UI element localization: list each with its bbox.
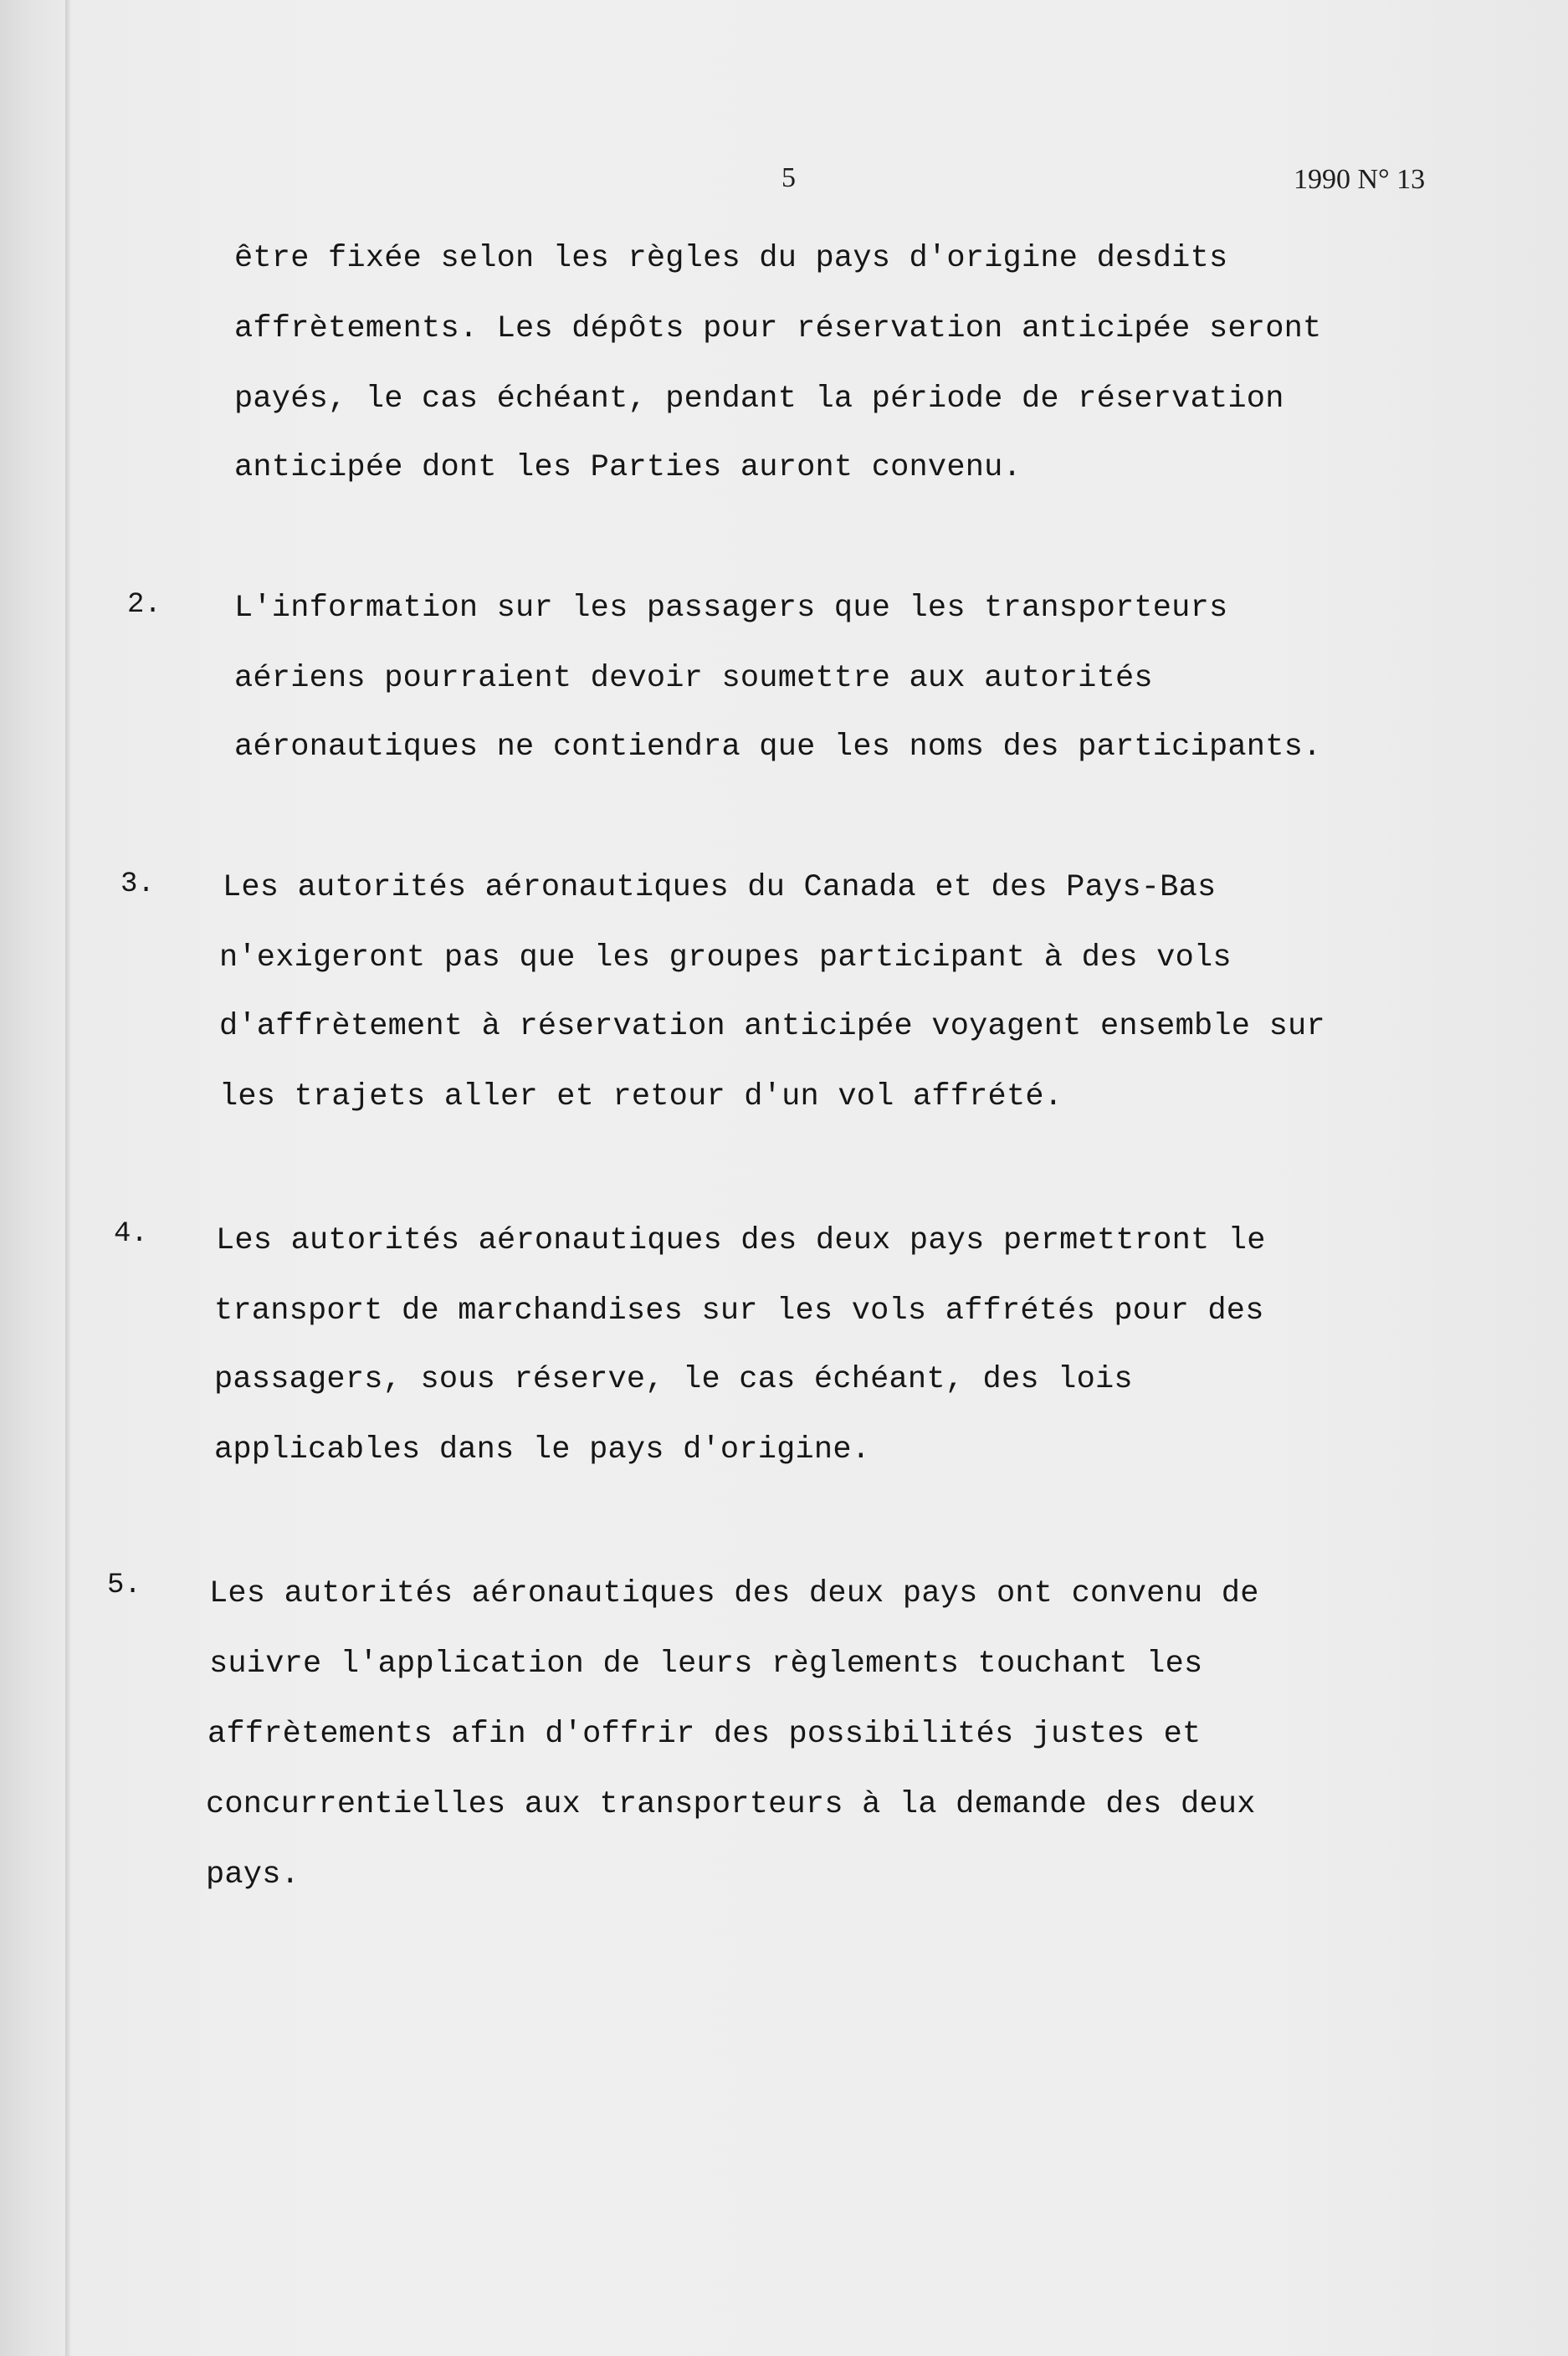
text-line: Les autorités aéronautiques des deux pays permettront le bbox=[216, 1223, 1266, 1258]
text-line: anticipée dont les Parties auront convenu. bbox=[234, 450, 1022, 485]
text-line: passagers, sous réserve, le cas échéant, des lois bbox=[214, 1362, 1133, 1397]
text-line: Les autorités aéronautiques des deux pays ont convenu de bbox=[209, 1576, 1259, 1611]
paragraph-number: 5. bbox=[107, 1570, 141, 1601]
text-line: Les autorités aéronautiques du Canada et des Pays-Bas bbox=[223, 870, 1217, 905]
text-line: aéronautiques ne contiendra que les noms des participants. bbox=[234, 730, 1322, 765]
text-line: être fixée selon les règles du pays d'origine desdits bbox=[234, 241, 1228, 276]
paragraph-number: 4. bbox=[114, 1218, 148, 1250]
page-number: 5 bbox=[781, 162, 796, 193]
text-line: concurrentielles aux transporteurs à la demande des deux bbox=[206, 1787, 1256, 1822]
text-line: suivre l'application de leurs règlements touchant les bbox=[209, 1647, 1203, 1682]
text-line: pays. bbox=[206, 1857, 300, 1892]
paragraph-number: 3. bbox=[120, 868, 155, 900]
text-line: les trajets aller et retour d'un vol affrété. bbox=[219, 1079, 1063, 1114]
text-line: applicables dans le pays d'origine. bbox=[214, 1432, 871, 1467]
text-line: d'affrètement à réservation anticipée voyagent ensemble sur bbox=[219, 1009, 1325, 1044]
text-line: payés, le cas échéant, pendant la période de réservation bbox=[234, 382, 1284, 417]
paragraph-number: 2. bbox=[127, 589, 161, 621]
document-reference: 1990 N° 13 bbox=[1294, 164, 1426, 195]
text-line: aériens pourraient devoir soumettre aux autorités bbox=[234, 661, 1153, 696]
text-line: n'exigeront pas que les groupes participant à des vols bbox=[219, 940, 1232, 976]
binding-edge bbox=[65, 0, 70, 2356]
text-line: affrètements. Les dépôts pour réservation anticipée seront bbox=[234, 311, 1322, 346]
text-line: transport de marchandises sur les vols affrétés pour des bbox=[214, 1293, 1264, 1329]
text-line: L'information sur les passagers que les transporteurs bbox=[234, 591, 1228, 626]
text-line: affrètements afin d'offrir des possibilités justes et bbox=[208, 1717, 1202, 1752]
